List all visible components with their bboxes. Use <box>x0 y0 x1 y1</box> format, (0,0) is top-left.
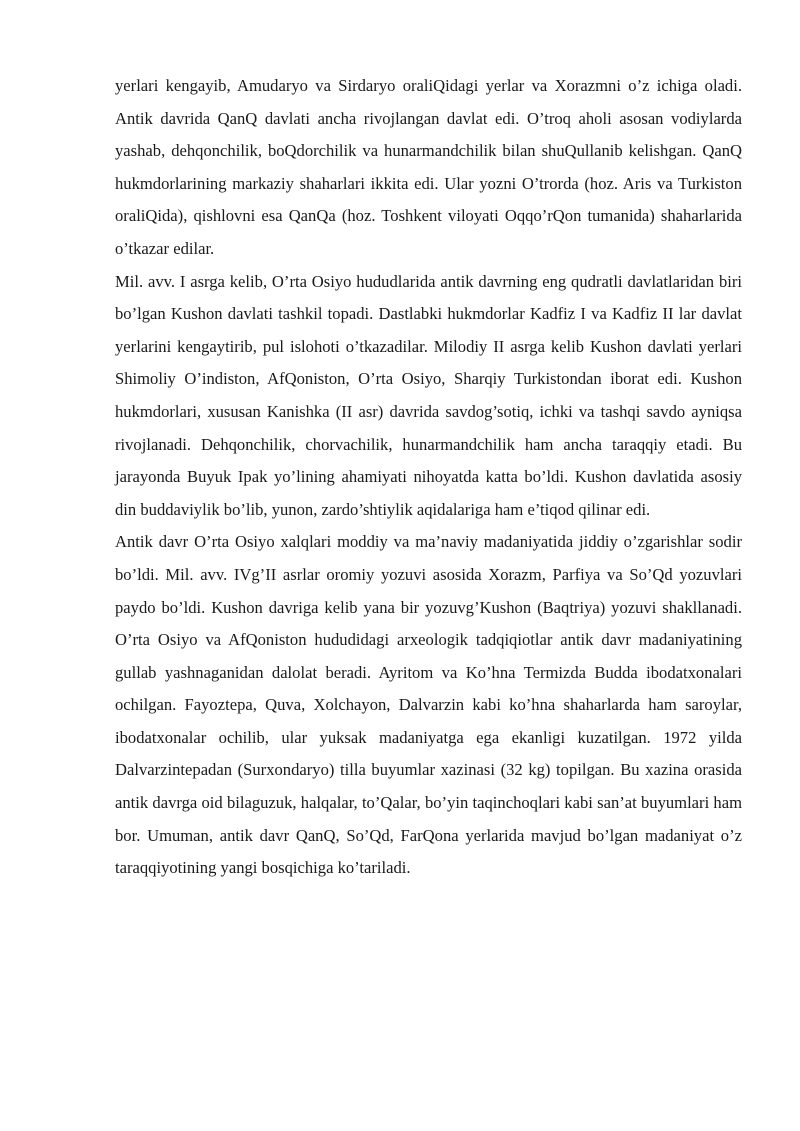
paragraph-kang-state: yerlari kengayib, Amudaryo va Sirdaryo oraliQidagi yerlar va Xorazmni o’z ichiga oladi. Antik davrida QanQ davlati ancha rivojlangan davlat edi. O’troq aholi asosan vodiylarda yashab, dehqonchilik, boQdorchilik va hunarmandchilik bilan shuQullanib kelishgan. QanQ hukmdorlarining markaziy shaharlari ikkita edi. Ular yozni O’trorda (hoz. Aris va Turkiston oraliQida), qishlovni esa QanQa (hoz. Toshkent viloyati Oqqo’rQon tumanida) shaharlarida o’tkazar edilar. <box>115 76 742 258</box>
document-page <box>115 70 742 885</box>
paragraph-antique-culture: Antik davr O’rta Osiyo xalqlari moddiy va ma’naviy madaniyatida jiddiy o’zgarishlar sodir bo’ldi. Mil. avv. IVg’II asrlar oromiy yozuvi asosida Xorazm, Parfiya va So’Qd yozuvlari paydo bo’ldi. Kushon davriga kelib yana bir yozuvg’Kushon (Baqtriya) yozuvi shakllanadi. O’rta Osiyo va AfQoniston hududidagi arxeologik tadqiqiotlar antik davr madaniyatining gullab yashnaganidan dalolat beradi. Ayritom va Ko’hna Termizda Budda ibodatxonalari ochilgan. Fayoztepa, Quva, Xolchayon, Dalvarzin kabi ko’hna shaharlarda ham saroylar, ibodatxonalar ochilib, ular yuksak madaniyatga ega ekanligi kuzatilgan. 1972 yilda Dalvarzintepadan (Surxondaryo) tilla buyumlar xazinasi (32 kg) topilgan. Bu xazina orasida antik davrga oid bilaguzuk, halqalar, to’Qalar, bo’yin taqinchoqlari kabi san’at buyumlari ham bor. Umuman, antik davr QanQ, So’Qd, FarQona yerlarida mavjud bo’lgan madaniyat o’z taraqqiyotining yangi bosqichiga ko’tariladi. <box>115 532 742 878</box>
paragraph-kushan-state: Mil. avv. I asrga kelib, O’rta Osiyo hududlarida antik davrning eng qudratli davlatlaridan biri bo’lgan Kushon davlati tashkil topadi. Dastlabki hukmdorlar Kadfiz I va Kadfiz II lar davlat yerlarini kengaytirib, pul islohoti o’tkazadilar. Milodiy II asrga kelib Kushon davlati yerlari Shimoliy O’indiston, AfQoniston, O’rta Osiyo, Sharqiy Turkistondan iborat edi. Kushon hukmdorlari, xususan Kanishka (II asr) davrida savdog’sotiq, ichki va tashqi savdo ayniqsa rivojlanadi. Dehqonchilik, chorvachilik, hunarmandchilik ham ancha taraqqiy etadi. Bu jarayonda Buyuk Ipak yo’lining ahamiyati nihoyatda katta bo’ldi. Kushon davlatida asosiy din buddaviylik bo’lib, yunon, zardo’shtiylik aqidalariga ham e’tiqod qilinar edi. <box>115 271 742 519</box>
